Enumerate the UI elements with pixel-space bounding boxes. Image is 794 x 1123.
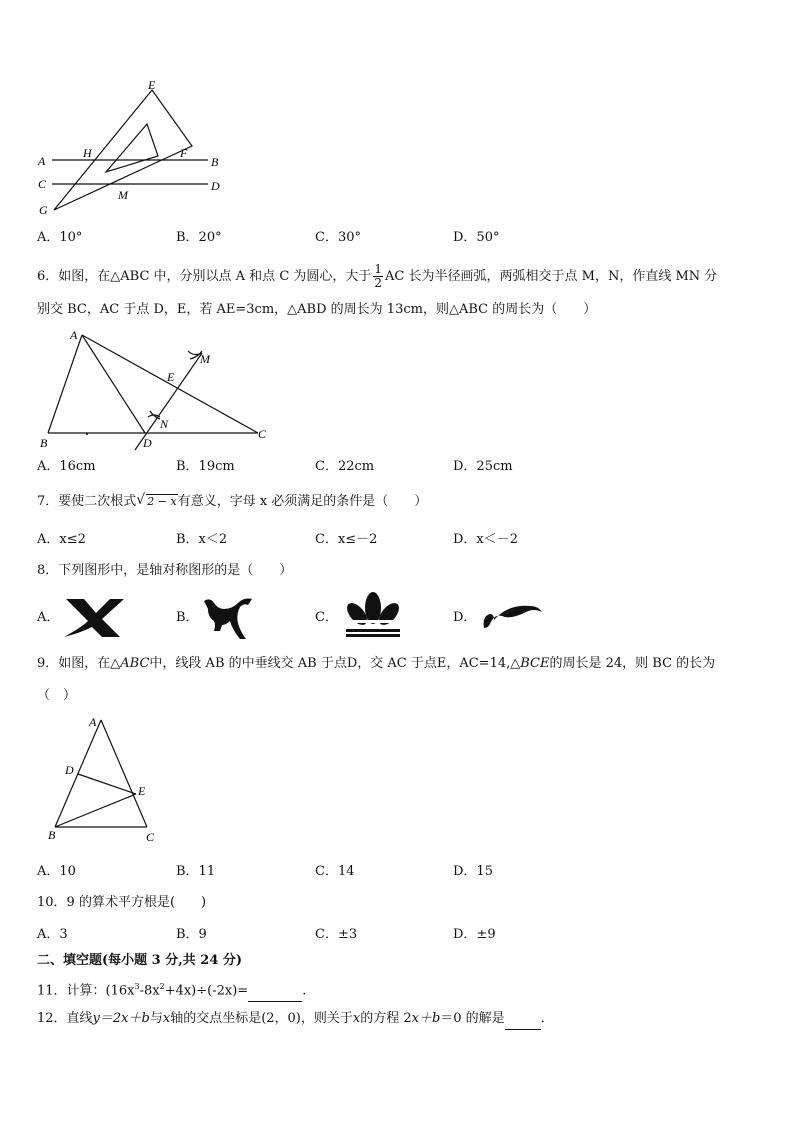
q7-option-a: A．x≤2 [37, 532, 86, 547]
q12-post: ＝0 的解是 [440, 1011, 505, 1026]
q9-stem-post: 的周长是 24，则 BC 的长为 [549, 656, 716, 671]
logo-x-icon [62, 597, 128, 639]
q11-post: +4x)÷(-2x)= [164, 983, 249, 999]
frac-num: 1 [374, 262, 383, 276]
q8-option-b: B． [176, 610, 199, 625]
logo-puma-icon [202, 595, 254, 641]
q11-exp2: 2 [159, 982, 165, 991]
q9-bce: BCE [520, 656, 550, 671]
label-E: E [167, 370, 175, 384]
q8-option-c: C． [315, 610, 338, 625]
label-A: A [70, 328, 78, 342]
q9-option-d: D．15 [453, 864, 493, 879]
q6-option-a: A．16cm [37, 459, 96, 474]
q6-option-d: D．25cm [453, 459, 513, 474]
q6-fraction [373, 263, 383, 290]
q6-stem-post: AC 长为半径画弧，两弧相交于点 M，N，作直线 MN 分 [385, 269, 718, 284]
label-N: N [160, 417, 169, 431]
label-C: C [38, 177, 47, 191]
q12-mid1: 与 [149, 1011, 163, 1026]
q12-mid2: 轴的交点坐标是(2，0)，则关于 [170, 1011, 353, 1026]
q7-option-b: B．x＜2 [176, 532, 228, 547]
label-C: C [146, 830, 155, 844]
q7-option-d: D．x＜－2 [453, 532, 519, 547]
q5-figure [30, 76, 230, 218]
q9-figure [45, 712, 175, 847]
label-D: D [65, 763, 74, 777]
label-H: H [83, 146, 92, 160]
q9-stem-pre: 9．如图，在△ [37, 656, 121, 671]
q5-option-a: A．10° [37, 230, 83, 245]
section-2-heading: 二、填空题(每小题 3 分,共 24 分) [37, 953, 243, 968]
logo-trefoil-icon [340, 590, 406, 638]
q8-stem: 8．下列图形中，是轴对称图形的是（ ） [37, 563, 293, 578]
q9-stem-mid: 中，线段 AB 的中垂线交 AB 于点D，交 AC 于点E，AC=14,△ [149, 656, 521, 671]
q7-stem-pre: 7．要使二次根式 [37, 494, 137, 509]
label-D: D [211, 179, 220, 193]
q11-exp1: 3 [134, 982, 140, 991]
q5-option-d: D．50° [453, 230, 500, 245]
q7-stem-post: 有意义，字母 x 必须满足的条件是（ ） [177, 494, 428, 509]
q12-eq2: x＋b [411, 1011, 441, 1026]
label-M: M [118, 188, 128, 202]
q12-x2: x [352, 1011, 361, 1026]
q6-figure [30, 325, 280, 455]
q5-option-c: C．30° [315, 230, 361, 245]
q12-end: ． [540, 1011, 554, 1026]
q10-option-c: C．±3 [315, 927, 358, 942]
q6-stem-line1 [37, 263, 717, 290]
q6-stem-pre: 6．如图，在△ABC 中，分别以点 A 和点 C 为圆心，大于 [37, 269, 372, 284]
q7-stem [37, 492, 427, 512]
q7-radical: √ 2 − x [136, 492, 177, 508]
logo-swoosh-icon [480, 602, 546, 632]
q9-option-a: A．10 [37, 864, 76, 879]
label-B: B [211, 155, 219, 169]
q7-radicand: 2 − x [147, 495, 177, 508]
frac-den: 2 [374, 276, 383, 290]
q11-stem [37, 977, 306, 1002]
q5-option-b: B．20° [176, 230, 222, 245]
q11-pre: 11．计算：(16x [37, 983, 135, 999]
q9-option-b: B．11 [176, 864, 216, 879]
q10-stem: 10．9 的算术平方根是( ) [37, 895, 207, 910]
label-M: M [200, 352, 210, 366]
q11-end: . [302, 983, 307, 999]
q9-abc: ABC [120, 656, 150, 671]
label-B: B [40, 436, 48, 450]
q10-option-b: B．9 [176, 927, 207, 942]
q9-option-c: C．14 [315, 864, 355, 879]
q12-mid3: 的方程 2 [360, 1011, 412, 1026]
label-A: A [38, 154, 46, 168]
label-G: G [39, 203, 48, 217]
q10-option-a: A．3 [37, 927, 68, 942]
q11-answer-blank[interactable] [248, 981, 302, 1002]
q12-answer-blank[interactable] [505, 1009, 541, 1030]
q12-pre: 12．直线 [37, 1011, 93, 1026]
q12-stem [37, 1009, 554, 1030]
label-F: F [180, 146, 188, 160]
label-C: C [258, 427, 267, 441]
label-B: B [48, 828, 56, 842]
q6-option-b: B．19cm [176, 459, 235, 474]
q9-stem-line1 [37, 654, 715, 674]
q12-eq1: y＝2x＋b [92, 1011, 150, 1026]
label-E: E [138, 784, 146, 798]
q11-mid: -8x [139, 983, 160, 999]
label-A: A [89, 715, 97, 729]
label-D: D [143, 436, 152, 450]
q9-stem-line2: （ ） [37, 688, 77, 703]
label-E: E [148, 78, 156, 92]
q6-option-c: C．22cm [315, 459, 375, 474]
q6-stem-line2: 别交 BC，AC 于点 D，E，若 AE=3cm，△ABD 的周长为 13cm，则△ABC 的周长为（ ） [37, 302, 597, 317]
q8-option-d: D． [453, 610, 477, 625]
q12-x: x [162, 1011, 171, 1026]
q10-option-d: D．±9 [453, 927, 496, 942]
q8-option-a: A． [37, 610, 60, 625]
q7-option-c: C．x≤－2 [315, 532, 378, 547]
